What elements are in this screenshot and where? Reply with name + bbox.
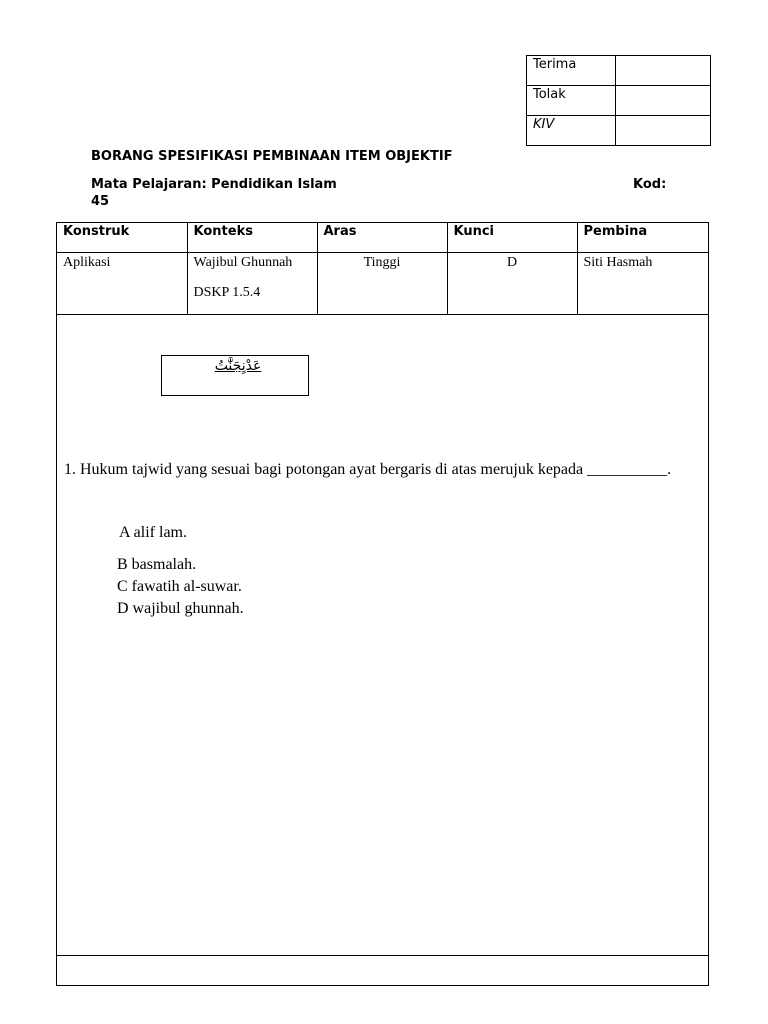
arabic-verse-box (161, 355, 309, 396)
header-pembina: Pembina (577, 223, 708, 253)
status-value-cell (616, 116, 711, 146)
header-aras: Aras (317, 223, 447, 253)
aras-value: Tinggi (317, 253, 447, 315)
option-b: B basmalah. (117, 556, 197, 573)
status-value-cell (616, 86, 711, 116)
header-kunci: Kunci (447, 223, 577, 253)
option-d: D wajibul ghunnah. (117, 600, 244, 617)
status-table (526, 55, 711, 146)
kunci-value: D (447, 253, 577, 315)
konstruk-value: Aplikasi (57, 253, 187, 315)
footer-divider (57, 955, 708, 956)
status-row-tolak (527, 86, 711, 116)
spec-table (57, 223, 708, 315)
spec-header-row (57, 223, 708, 253)
option-c: C fawatih al-suwar. (117, 578, 242, 595)
arabic-verse-text: عَدْنٍجَنَّٰتُ (214, 358, 262, 374)
konteks-cell (187, 253, 317, 315)
status-row-kiv (527, 116, 711, 146)
konteks-value: Wajibul Ghunnah (193, 255, 293, 270)
question-text: 1. Hukum tajwid yang sesuai bagi potongan ayat bergaris di atas merujuk kepada __________. (64, 461, 672, 478)
subject-line: Mata Pelajaran: Pendidikan Islam (91, 177, 337, 192)
header-konstruk: Konstruk (57, 223, 187, 253)
option-a: A alif lam. (119, 524, 187, 541)
code-label: Kod: (633, 177, 667, 192)
pembina-value: Siti Hasmah (577, 253, 708, 315)
header-konteks: Konteks (187, 223, 317, 253)
form-title: BORANG SPESIFIKASI PEMBINAAN ITEM OBJEKTIF (91, 149, 453, 164)
item-box (56, 222, 709, 986)
status-row-terima (527, 56, 711, 86)
spec-data-row (57, 253, 708, 315)
status-label: Tolak (527, 86, 616, 116)
code-value: 45 (91, 194, 110, 209)
status-label: KIV (527, 116, 616, 146)
dskp-value: DSKP 1.5.4 (193, 285, 261, 300)
status-label: Terima (527, 56, 616, 86)
status-value-cell (616, 56, 711, 86)
